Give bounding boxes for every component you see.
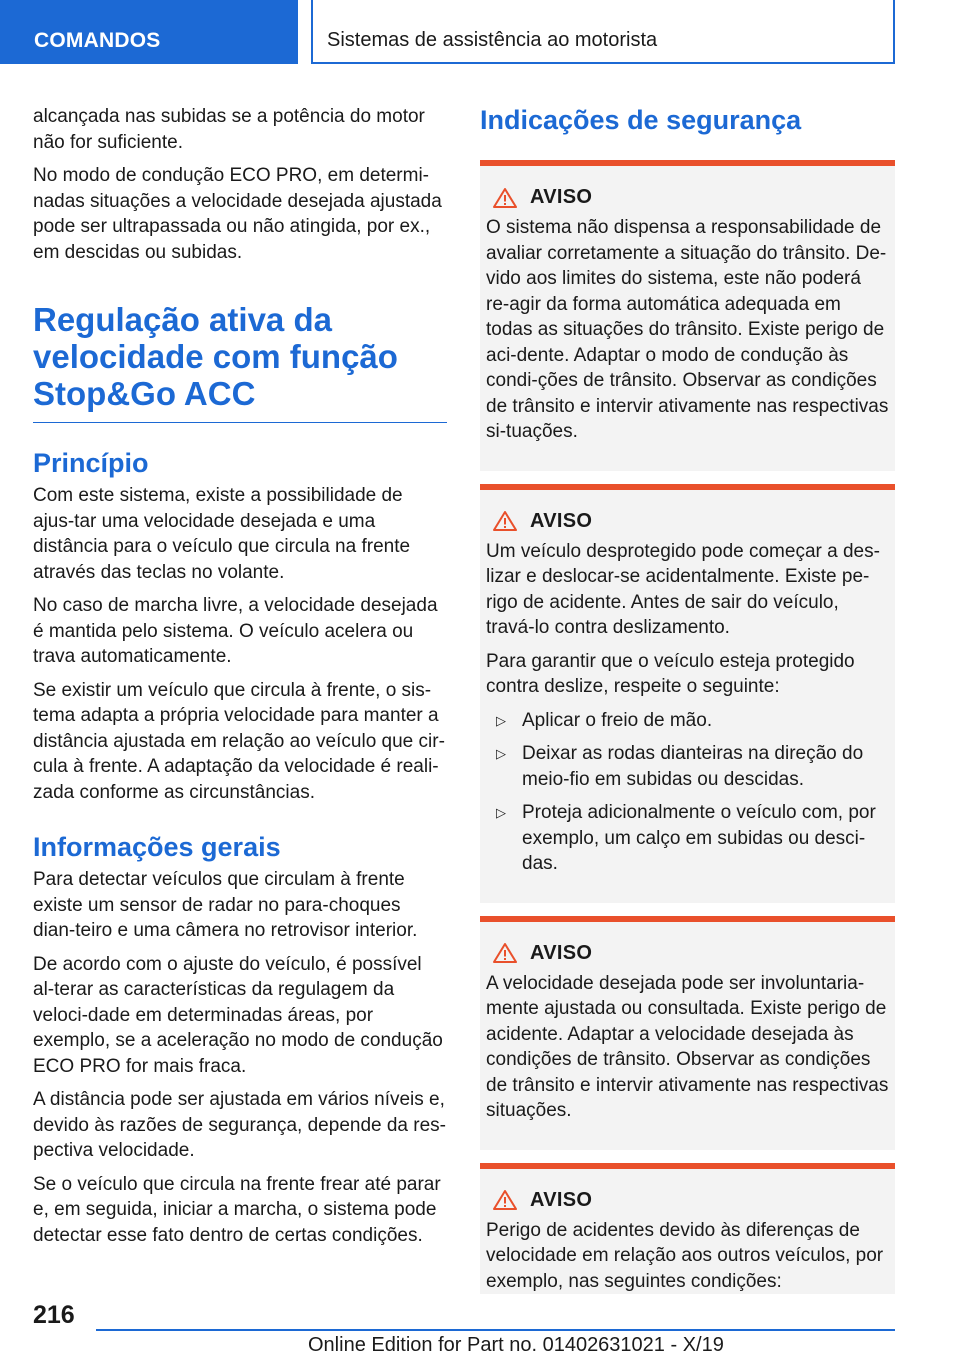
triangle-bullet-icon: ▷ <box>496 805 506 820</box>
footer-edition: Online Edition for Part no. 01402631021 - X/19 <box>308 1334 724 1356</box>
warning-text: Para garantir que o veículo esteja protegido contra deslize, respeite o seguinte: <box>486 650 855 697</box>
triangle-bullet-icon: ▷ <box>496 746 506 761</box>
warning-label: AVISO <box>530 1188 593 1211</box>
paragraph: Para detectar veículos que circulam à frente existe um sensor de radar no para-choques dian-teiro e uma câmera no retrovisor interior. <box>33 869 418 941</box>
list-item <box>486 708 889 734</box>
warning-box <box>480 160 895 471</box>
subsection-title-info: Informações gerais <box>33 832 281 862</box>
list-item-text: Aplicar o freio de mão. <box>522 709 713 731</box>
list-item-text: Deixar as rodas dianteiras na direção do meio-fio em subidas ou descidas. <box>522 743 864 790</box>
paragraph: Se existir um veículo que circula à frente, o sis-tema adapta a própria velocidade para manter a distância ajustada em relação ao veículo que cir-cula à frente. A adaptação da velocidade é reali-zada conforme as circunstâncias. <box>33 679 445 803</box>
warning-text: O sistema não dispensa a responsabilidade de avaliar corretamente a situação do trânsito. De-vido aos limites do sistema, este não poderá re-agir da forma automática adequada em todas as situações do trânsito. Existe perigo de aci-dente. Adaptar o modo de condução às condi-ções de trânsito. Observar as condições de trânsito e intervir ativamente nas respectivas si-tuações. <box>486 217 889 442</box>
warning-text: Perigo de acidentes devido às diferenças de velocidade em relação aos outros veículos, por exemplo, nas seguintes condições: <box>486 1219 884 1292</box>
chapter-title: Sistemas de assistência ao motorista <box>311 0 895 64</box>
warning-label: AVISO <box>530 509 593 532</box>
section-title: Regulação ativa da velocidade com função Stop&Go ACC <box>33 301 447 423</box>
left-column <box>33 104 447 1256</box>
bullet-list <box>486 708 889 877</box>
triangle-bullet-icon: ▷ <box>496 712 506 728</box>
warning-text: Um veículo desprotegido pode começar a des-lizar e deslocar-se acidentalmente. Existe pe-rigo de acidente. Antes de sair do veículo, travá-lo contra deslizamento. <box>486 540 880 638</box>
warning-header <box>486 510 889 533</box>
paragraph: A distância pode ser ajustada em vários níveis e, devido às razões de segurança, depende da res-pectiva velocidade. <box>33 1089 446 1161</box>
paragraph: De acordo com o ajuste do veículo, é possível al-terar as características da regulagem da veloci-dade em determinadas áreas, por exemplo, se a aceleração no modo de condução ECO PRO for mais fraca. <box>33 953 443 1077</box>
paragraph: alcançada nas subidas se a potência do motor não for suficiente. <box>33 106 425 153</box>
paragraph: Com este sistema, existe a possibilidade de ajus-tar uma velocidade desejada e uma distância para o veículo que circula na frente através das teclas no volante. <box>33 485 411 583</box>
list-item <box>486 741 889 792</box>
warning-header <box>486 186 889 209</box>
page-number: 216 <box>33 1301 75 1329</box>
warning-triangle-icon <box>492 1189 518 1211</box>
warning-triangle-icon <box>492 187 518 209</box>
section-tab: COMANDOS <box>0 0 298 64</box>
subsection-title-principio: Princípio <box>33 448 149 478</box>
warning-label: AVISO <box>530 941 593 964</box>
list-item <box>486 800 889 877</box>
paragraph: Se o veículo que circula na frente frear até parar e, em seguida, iniciar a marcha, o sistema pode detectar esse fato dentro de certas condições. <box>33 1173 441 1246</box>
warning-text: A velocidade desejada pode ser involuntaria-mente ajustada ou consultada. Existe perigo de acidente. Adaptar a velocidade desejada às condições de trânsito. Observar as condições de trânsito e intervir ativamente nas respectivas situações. <box>486 972 889 1121</box>
warning-label: AVISO <box>530 186 593 208</box>
warning-triangle-icon <box>492 942 518 964</box>
warning-box <box>480 916 895 1150</box>
footer-divider <box>96 1329 895 1331</box>
list-item-text: Proteja adicionalmente o veículo com, por exemplo, um calço em subidas ou desci-das. <box>522 802 876 874</box>
safety-title: Indicações de segurança <box>480 105 802 135</box>
warning-header <box>486 942 889 965</box>
warning-header <box>486 1189 889 1212</box>
right-column <box>480 104 895 1302</box>
paragraph: No caso de marcha livre, a velocidade desejada é mantida pelo sistema. O veículo acelera ou trava automaticamente. <box>33 595 438 667</box>
warning-triangle-icon <box>492 510 518 532</box>
warning-box <box>480 484 895 903</box>
paragraph: No modo de condução ECO PRO, em determi-nadas situações a velocidade desejada ajustada pode ser ultrapassada ou não atingida, por ex., em descidas ou subidas. <box>33 165 442 263</box>
warning-box <box>480 1163 895 1295</box>
